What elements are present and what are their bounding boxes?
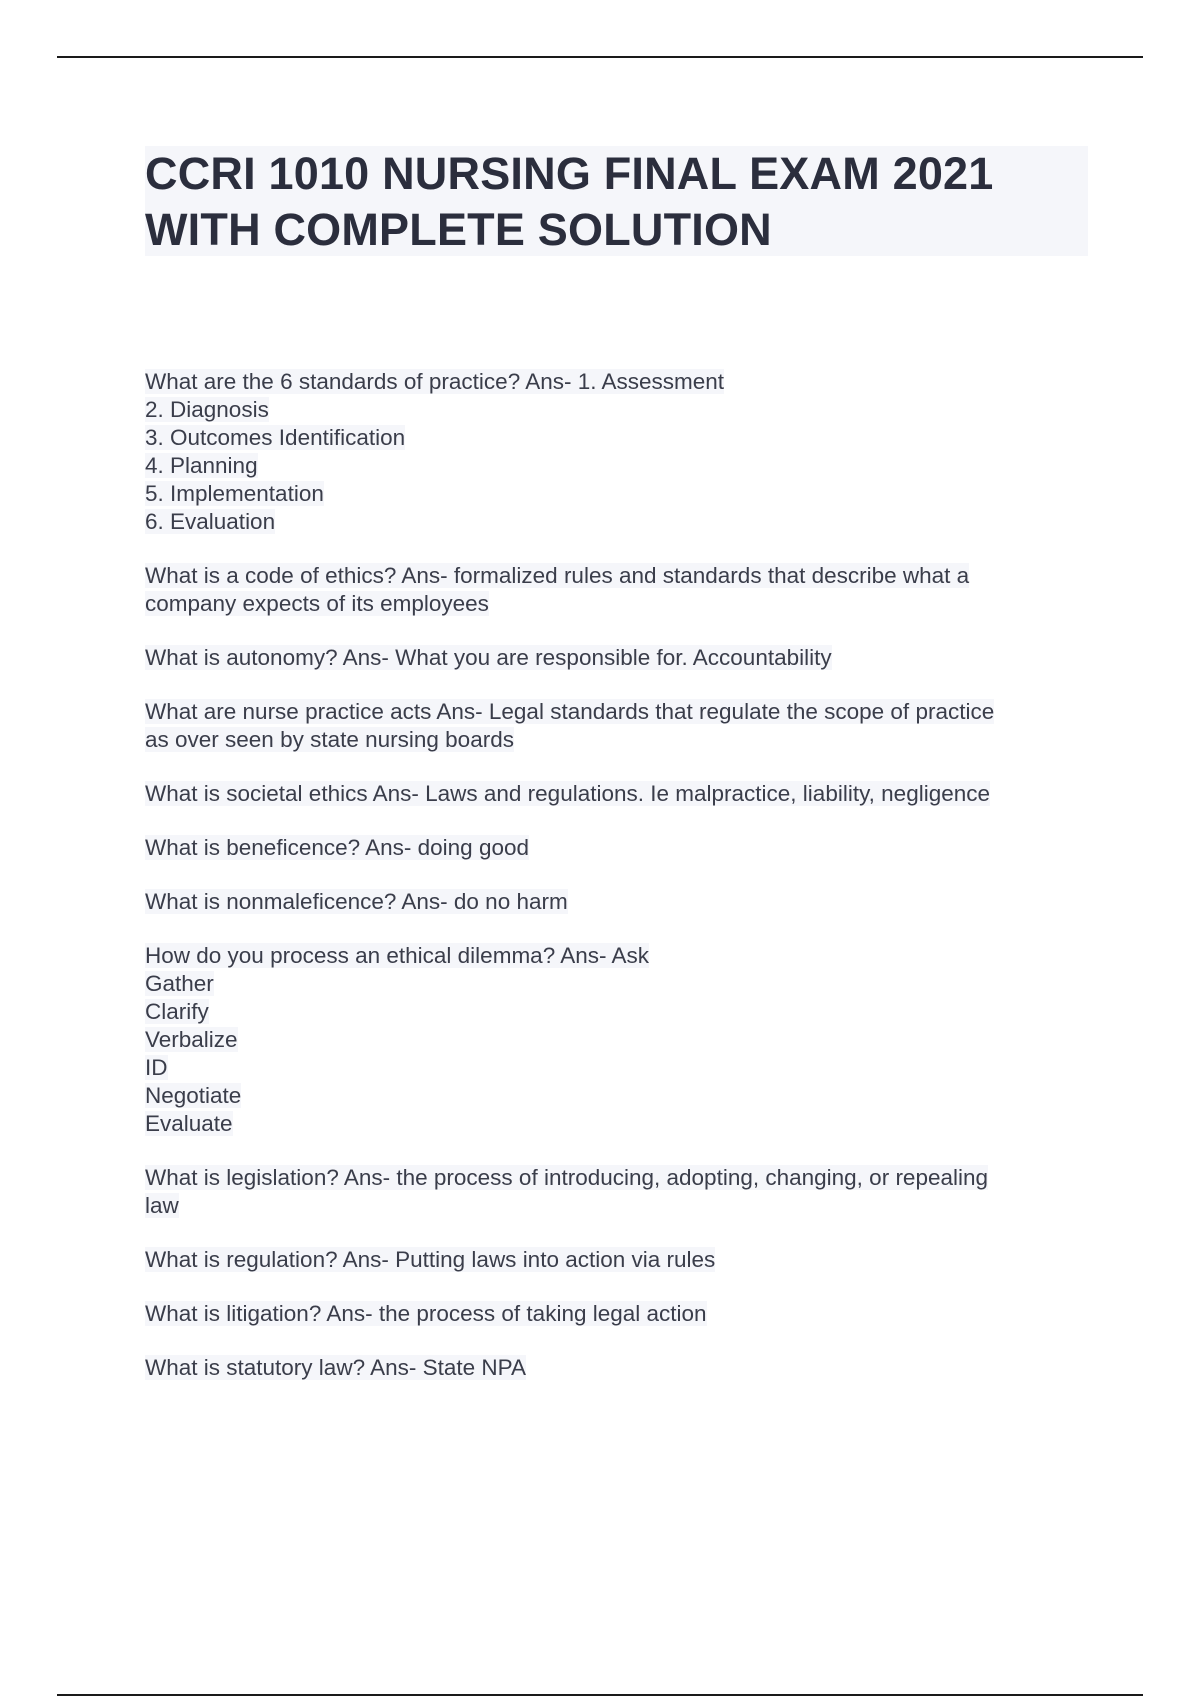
- qa-line-text: What is beneficence? Ans- doing good: [145, 835, 530, 860]
- top-rule: [57, 56, 1143, 58]
- qa-line-text: Gather: [145, 971, 214, 996]
- qa-item: [145, 1246, 1090, 1274]
- qa-item: [145, 644, 1090, 672]
- title-line-1: CCRI 1010 NURSING FINAL EXAM 2021: [145, 148, 994, 199]
- bottom-rule: [57, 1694, 1143, 1696]
- qa-line-text: 4. Planning: [145, 453, 258, 478]
- qa-line-text: 6. Evaluation: [145, 509, 276, 534]
- qa-line: [145, 1054, 1090, 1082]
- qa-line-text: 5. Implementation: [145, 481, 324, 506]
- qa-line: [145, 508, 1090, 536]
- qa-line-text: Clarify: [145, 999, 209, 1024]
- qa-item: [145, 562, 1090, 618]
- qa-line-text: What is litigation? Ans- the process of taking legal action: [145, 1301, 707, 1326]
- qa-line: [145, 1026, 1090, 1054]
- page-title: [145, 146, 1088, 258]
- qa-line-text: 3. Outcomes Identification: [145, 425, 406, 450]
- qa-line-text: Negotiate: [145, 1083, 242, 1108]
- qa-item: [145, 1354, 1090, 1382]
- qa-line: [145, 1110, 1090, 1138]
- qa-item: [145, 1300, 1090, 1328]
- qa-line-text: law: [145, 1193, 179, 1218]
- qa-line-text: ID: [145, 1055, 168, 1080]
- qa-line: [145, 698, 1090, 726]
- qa-line: [145, 452, 1090, 480]
- qa-line-text: What is societal ethics Ans- Laws and regulations. Ie malpractice, liability, negligence: [145, 781, 991, 806]
- qa-line: [145, 970, 1090, 998]
- qa-line: [145, 396, 1090, 424]
- qa-line-text: How do you process an ethical dilemma? Ans- Ask: [145, 943, 649, 968]
- qa-line: [145, 562, 1090, 590]
- qa-item: [145, 780, 1090, 808]
- qa-line: [145, 1164, 1090, 1192]
- qa-line: [145, 998, 1090, 1026]
- qa-line: [145, 424, 1090, 452]
- qa-line: [145, 942, 1090, 970]
- qa-line-text: What are the 6 standards of practice? Ans- 1. Assessment: [145, 369, 725, 394]
- qa-line-text: What is nonmaleficence? Ans- do no harm: [145, 889, 568, 914]
- qa-item: [145, 834, 1090, 862]
- qa-line: [145, 1354, 1090, 1382]
- qa-line-text: What are nurse practice acts Ans- Legal standards that regulate the scope of practice: [145, 699, 995, 724]
- qa-line: [145, 480, 1090, 508]
- qa-line: [145, 590, 1090, 618]
- qa-line: [145, 1192, 1090, 1220]
- qa-line: [145, 1082, 1090, 1110]
- qa-line-text: company expects of its employees: [145, 591, 489, 616]
- qa-line: [145, 1246, 1090, 1274]
- qa-line: [145, 1300, 1090, 1328]
- qa-line-text: What is regulation? Ans- Putting laws into action via rules: [145, 1247, 716, 1272]
- qa-item: [145, 1164, 1090, 1220]
- qa-item: [145, 698, 1090, 754]
- qa-line: [145, 834, 1090, 862]
- qa-line-text: What is a code of ethics? Ans- formalized rules and standards that describe what a: [145, 563, 970, 588]
- qa-line: [145, 780, 1090, 808]
- qa-line-text: Verbalize: [145, 1027, 238, 1052]
- title-block: [145, 146, 1088, 256]
- qa-line-text: What is legislation? Ans- the process of introducing, adopting, changing, or repealing: [145, 1165, 989, 1190]
- qa-line: [145, 726, 1090, 754]
- qa-line-text: What is statutory law? Ans- State NPA: [145, 1355, 526, 1380]
- qa-line: [145, 644, 1090, 672]
- qa-line-text: What is autonomy? Ans- What you are responsible for. Accountability: [145, 645, 832, 670]
- qa-list: [145, 368, 1090, 1408]
- title-line-2: WITH COMPLETE SOLUTION: [145, 204, 772, 255]
- qa-item: [145, 888, 1090, 916]
- qa-item: [145, 942, 1090, 1138]
- qa-line-text: Evaluate: [145, 1111, 233, 1136]
- qa-line: [145, 888, 1090, 916]
- qa-line-text: 2. Diagnosis: [145, 397, 269, 422]
- qa-line: [145, 368, 1090, 396]
- qa-line-text: as over seen by state nursing boards: [145, 727, 514, 752]
- qa-item: [145, 368, 1090, 536]
